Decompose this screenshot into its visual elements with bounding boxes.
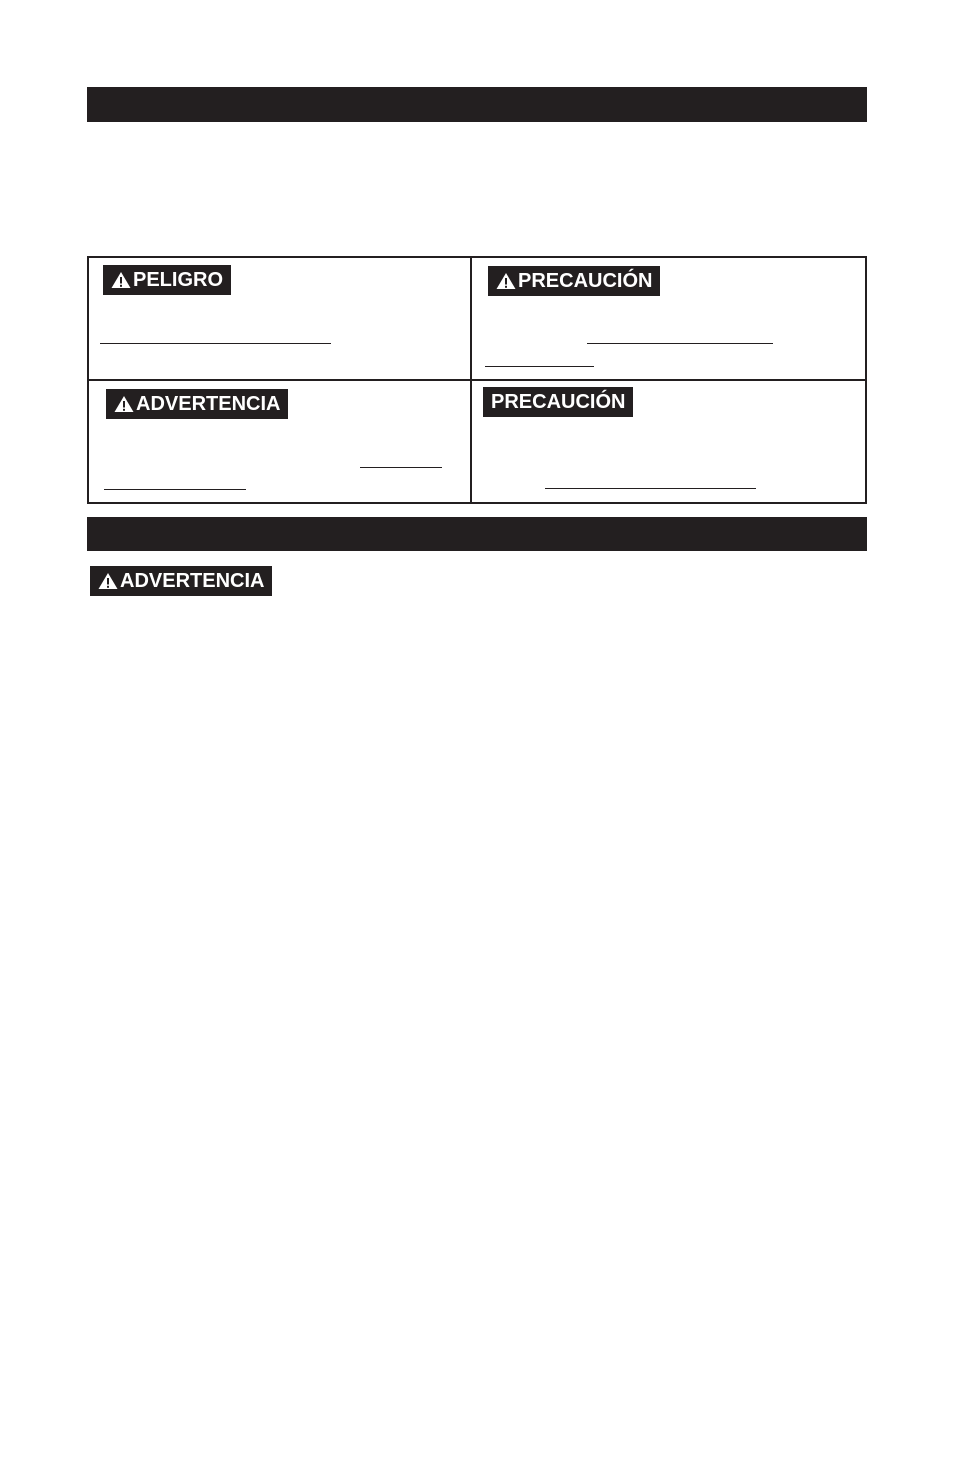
caution-alert-signal-text: PRECAUCIÓN — [518, 270, 653, 292]
warning-triangle-icon — [114, 395, 134, 413]
text-underline — [100, 343, 331, 344]
text-underline — [587, 343, 773, 344]
text-underline — [485, 366, 594, 367]
caution-plain-signal-label — [483, 387, 633, 417]
danger-signal-text: PELIGRO — [133, 269, 224, 291]
section-warning-label — [90, 566, 272, 596]
warning-triangle-icon — [111, 271, 131, 289]
table-row-divider — [89, 379, 865, 381]
caution-alert-signal-label — [488, 266, 660, 296]
text-underline — [545, 488, 756, 489]
warning-signal-text: ADVERTENCIA — [136, 393, 281, 415]
text-underline — [360, 467, 442, 468]
section-header-bar — [87, 517, 867, 551]
caution-plain-signal-text: PRECAUCIÓN — [491, 391, 626, 413]
danger-signal-label — [103, 265, 231, 295]
warning-triangle-icon — [496, 272, 516, 290]
text-underline — [104, 489, 246, 490]
warning-signal-label — [106, 389, 288, 419]
section-warning-text: ADVERTENCIA — [120, 570, 265, 592]
warning-triangle-icon — [98, 572, 118, 590]
section-header-bar — [87, 87, 867, 122]
